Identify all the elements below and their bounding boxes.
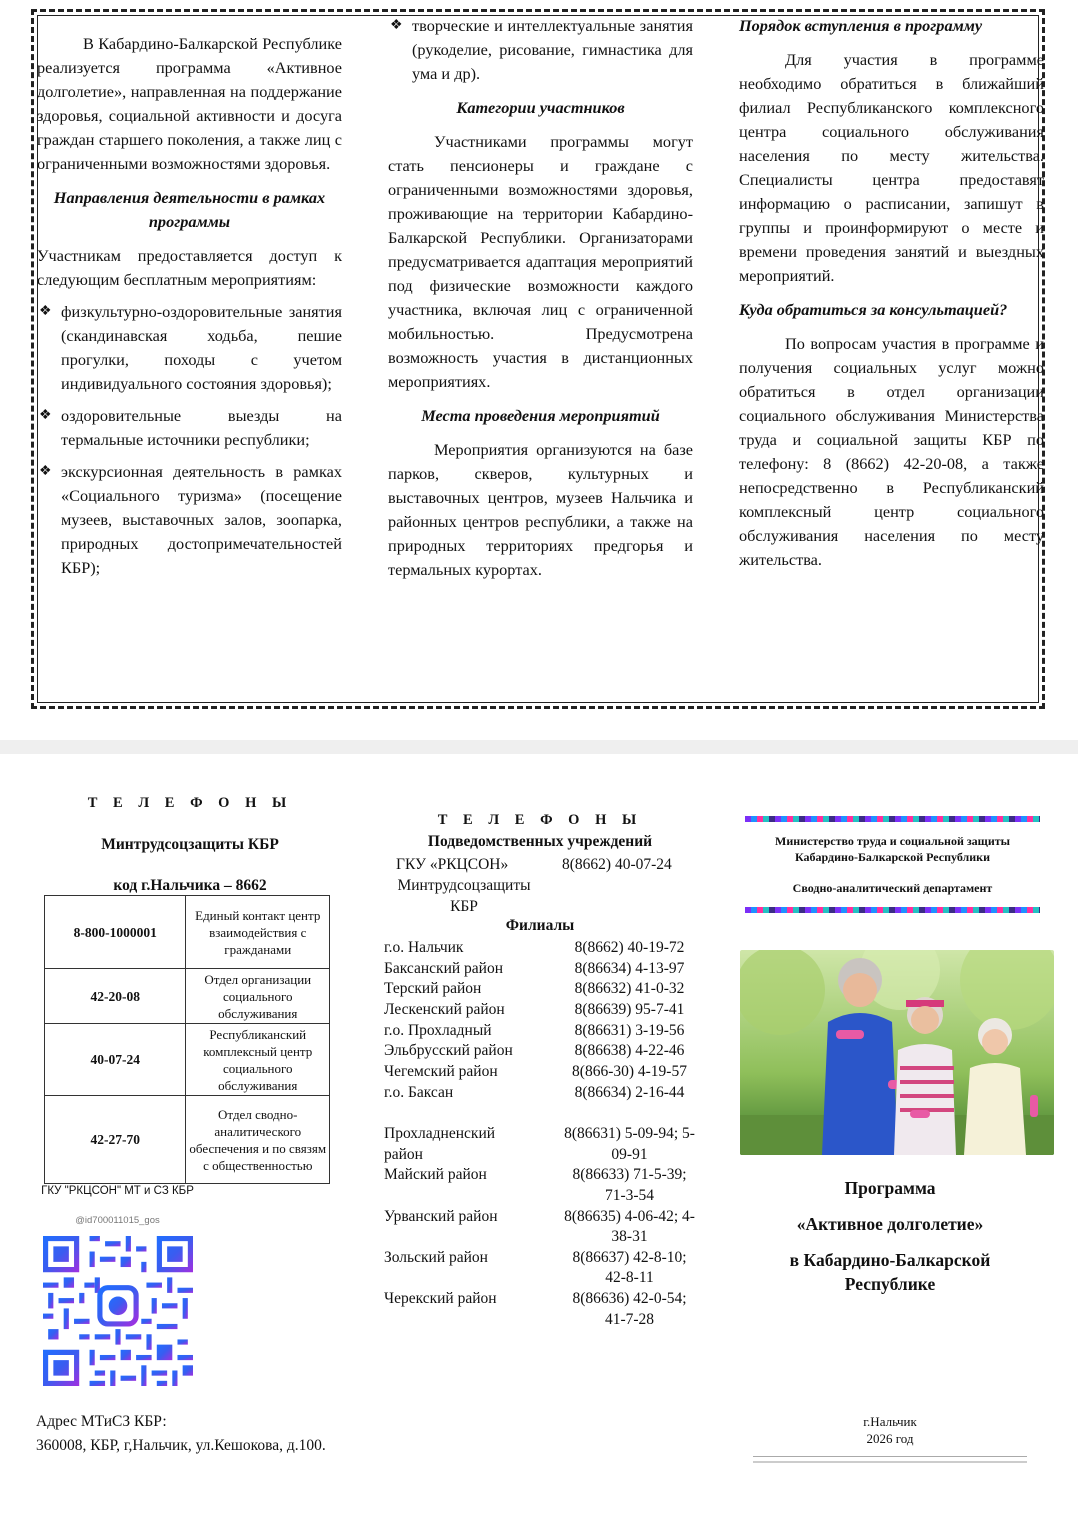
phone-description: Отдел организации социального обслуживания bbox=[186, 969, 330, 1024]
branch-name: Зольский район bbox=[384, 1248, 488, 1266]
branch-phone[interactable]: 8(86638) 4-22-46 bbox=[574, 1042, 685, 1060]
phone-description: Отдел сводно-аналитического обеспечения и по связям с общественностью bbox=[186, 1096, 330, 1184]
branch-row bbox=[384, 1062, 699, 1083]
branch-row bbox=[384, 1165, 699, 1206]
phone-number[interactable]: 8-800-1000001 bbox=[45, 896, 186, 969]
bullet-item: ❖ экскурсионная деятельность в рамках «Социального туризма» (посещение музеев, выставочных залов, зоопарка, природных достопримечательностей КБР); bbox=[39, 462, 342, 577]
program-title-line1: Программа bbox=[844, 1178, 936, 1198]
decorative-bar-top bbox=[745, 816, 1040, 822]
diamond-bullet-icon: ❖ bbox=[39, 408, 52, 423]
bullet-item: ❖ оздоровительные выезды на термальные источники республики; bbox=[39, 406, 342, 449]
consult-paragraph: По вопросам участия в программе и получения социальных услуг можно обратиться в отдел организации социального обслуживания Министерства труда и социальной защиты КБР по телефону: 8 (8662) 42-20-08, а также непосредственно в Республиканский комплексный центр социального обслуживания населения по месту жительства. bbox=[739, 334, 1044, 569]
gku-block bbox=[384, 855, 699, 915]
subordinate-phones-heading: Т Е Л Е Ф О Н Ы bbox=[437, 812, 643, 828]
places-paragraph: Мероприятия организуются на базе парков, скверов, культурных и выставочных центров, музеев Нальчика и районных центров республики, а также на природных территориях предгорья и термальных курортах. bbox=[388, 440, 693, 579]
branch-row bbox=[384, 938, 699, 959]
diamond-bullet-icon: ❖ bbox=[39, 464, 52, 479]
department-name: Сводно-аналитический департамент bbox=[792, 881, 993, 895]
city-code-label: код г.Нальчика – 8662 bbox=[113, 877, 267, 894]
table-row bbox=[45, 896, 330, 969]
phone-description: Республиканский комплексный центр социального обслуживания bbox=[186, 1024, 330, 1096]
branch-name: Майский район bbox=[384, 1166, 487, 1184]
gku-phone[interactable]: 8(8662) 40-07-24 bbox=[562, 856, 672, 873]
branch-row bbox=[384, 959, 699, 980]
branch-name: Чегемский район bbox=[384, 1063, 498, 1081]
column-intro bbox=[37, 32, 342, 580]
bullet-item: ❖ физкультурно-оздоровительные занятия (скандинавская ходьба, пешие прогулки, походы с учетом индивидуального состояния здоровья); bbox=[39, 302, 342, 393]
phone-number[interactable]: 40-07-24 bbox=[45, 1024, 186, 1096]
branch-row bbox=[384, 979, 699, 1000]
branch-row bbox=[384, 1289, 699, 1330]
branch-phone[interactable]: 8(86633) 71-5-39; 71-3-54 bbox=[572, 1166, 687, 1204]
branch-phone[interactable]: 8(86637) 42-8-10; 42-8-11 bbox=[572, 1248, 687, 1287]
intro-paragraph: В Кабардино-Балкарской Республике реализуется программа «Активное долголетие», направленная на поддержание здоровья, социальной активности и досуга граждан старшего поколения, а также лиц с ограниченными возможностями здоровья. bbox=[37, 34, 342, 173]
branch-phone[interactable]: 8(86632) 41-0-32 bbox=[574, 980, 685, 998]
phone-number[interactable]: 42-20-08 bbox=[45, 969, 186, 1024]
branch-name: Лескенский район bbox=[384, 1001, 505, 1019]
branch-row bbox=[384, 1021, 699, 1042]
active-seniors-photo bbox=[740, 950, 1054, 1155]
branch-phone[interactable]: 8(86639) 95-7-41 bbox=[574, 1001, 685, 1019]
diamond-bullet-icon: ❖ bbox=[390, 18, 403, 33]
qr-title: ГКУ "РКЦСОН" МТ и СЗ КБР bbox=[41, 1185, 194, 1197]
branches-heading: Филиалы bbox=[505, 917, 575, 934]
branch-phone[interactable]: 8(86636) 42-0-54; 41-7-28 bbox=[572, 1290, 687, 1328]
phone-number[interactable]: 42-27-70 bbox=[45, 1096, 186, 1184]
branch-name: г.о. Баксан bbox=[384, 1083, 454, 1101]
table-row bbox=[45, 1096, 330, 1184]
table-row bbox=[45, 1024, 330, 1096]
branch-row bbox=[384, 1248, 699, 1289]
consult-heading: Куда обратиться за консультацией? bbox=[739, 300, 1008, 319]
places-heading: Места проведения мероприятий bbox=[421, 406, 660, 425]
column-join bbox=[739, 14, 1044, 572]
branch-name: Терский район bbox=[384, 980, 482, 998]
branch-name: Урванский район bbox=[384, 1207, 498, 1225]
ministry-label: Минтрудсоцзащиты КБР bbox=[101, 836, 279, 853]
cover-year: 2026 год bbox=[866, 1431, 914, 1446]
branch-name: Баксанский район bbox=[384, 959, 504, 977]
branch-name: Эльбрусский район bbox=[384, 1042, 513, 1060]
branch-phone[interactable]: 8(8662) 40-19-72 bbox=[574, 939, 685, 956]
branch-phone[interactable]: 8(86634) 2-16-44 bbox=[574, 1083, 685, 1101]
branch-phone[interactable]: 8(866-30) 4-19-57 bbox=[572, 1063, 687, 1081]
branches-list-secondary bbox=[384, 1124, 699, 1330]
order-heading: Порядок вступления в программу bbox=[739, 16, 983, 35]
branch-name: Прохладненский район bbox=[384, 1125, 496, 1163]
address-text: 360008, КБР, г,Нальчик, ул.Кешокова, д.100. bbox=[36, 1437, 326, 1454]
branch-name: Черекский район bbox=[384, 1290, 497, 1308]
access-paragraph: Участникам предоставляется доступ к следующим бесплатным мероприятиям: bbox=[37, 246, 342, 289]
branch-phone[interactable]: 8(86631) 3-19-56 bbox=[574, 1021, 685, 1039]
branch-phone[interactable]: 8(86634) 4-13-97 bbox=[574, 959, 685, 977]
branch-phone[interactable]: 8(86631) 5-09-94; 5-09-91 bbox=[564, 1125, 695, 1163]
decorative-bar-bottom bbox=[745, 907, 1040, 913]
subordinate-subheading: Подведомственных учреждений bbox=[427, 833, 653, 850]
program-title-line2: «Активное долголетие» bbox=[796, 1214, 984, 1234]
categories-heading: Категории участников bbox=[456, 98, 625, 117]
phones-heading: Т Е Л Е Ф О Н Ы bbox=[87, 795, 293, 811]
bullet-item: ❖ творческие и интеллектуальные занятия (рукоделие, рисование, гимнастика для ума и др). bbox=[390, 16, 693, 83]
order-paragraph: Для участия в программе необходимо обратиться в ближайший филиал Республиканского комплексного центра социального обслуживания населения по месту жительства. Специалисты центра предоставят информацию о расписании, запишут в группы и проинформируют о месте и времени проведения занятий и выездных мероприятий. bbox=[739, 50, 1044, 285]
phones-table bbox=[44, 895, 330, 1184]
branch-row bbox=[384, 1000, 699, 1021]
branch-row bbox=[384, 1041, 699, 1062]
branch-name: г.о. Нальчик bbox=[384, 939, 464, 956]
phone-description: Единый контакт центр взаимодействия с гражданами bbox=[186, 896, 330, 969]
branch-phone[interactable]: 8(86635) 4-06-42; 4-38-31 bbox=[564, 1207, 695, 1246]
qr-code-icon[interactable] bbox=[43, 1236, 193, 1386]
ministry-name: Министерство труда и социальной защиты Кабардино-Балкарской Республики bbox=[775, 834, 1010, 864]
program-title-line3: в Кабардино-Балкарской Республике bbox=[789, 1250, 991, 1294]
table-row bbox=[45, 969, 330, 1024]
gku-sub: Минтрудсоцзащиты КБР bbox=[397, 877, 531, 915]
branches-list bbox=[384, 938, 699, 1104]
categories-paragraph: Участниками программы могут стать пенсионеры и граждане с ограниченными возможностями здоровья, проживающие на территории Кабардино-Балкарской Республики. Организаторами предусматривается адаптация мероприятий под физические возможности каждого участника, включая лиц с ограниченной мобильностью. Предусмотрена возможность участия в дистанционных мероприятиях. bbox=[388, 132, 693, 391]
gku-name: ГКУ «РКЦСОН» bbox=[396, 856, 509, 873]
column-participants bbox=[388, 14, 693, 582]
branch-row bbox=[384, 1083, 699, 1104]
branch-name: г.о. Прохладный bbox=[384, 1021, 492, 1039]
branch-row bbox=[384, 1207, 699, 1248]
address-label: Адрес МТиСЗ КБР: bbox=[36, 1413, 167, 1430]
page-separator bbox=[0, 740, 1078, 754]
address-block bbox=[36, 1410, 336, 1458]
cover-footer-rule bbox=[753, 1456, 1027, 1463]
diamond-bullet-icon: ❖ bbox=[39, 304, 52, 319]
branch-row bbox=[384, 1124, 699, 1165]
qr-handle: @id700011015_gos bbox=[75, 1215, 160, 1226]
cover-city: г.Нальчик bbox=[863, 1414, 917, 1429]
directions-heading: Направления деятельности в рамках программы bbox=[53, 188, 326, 231]
